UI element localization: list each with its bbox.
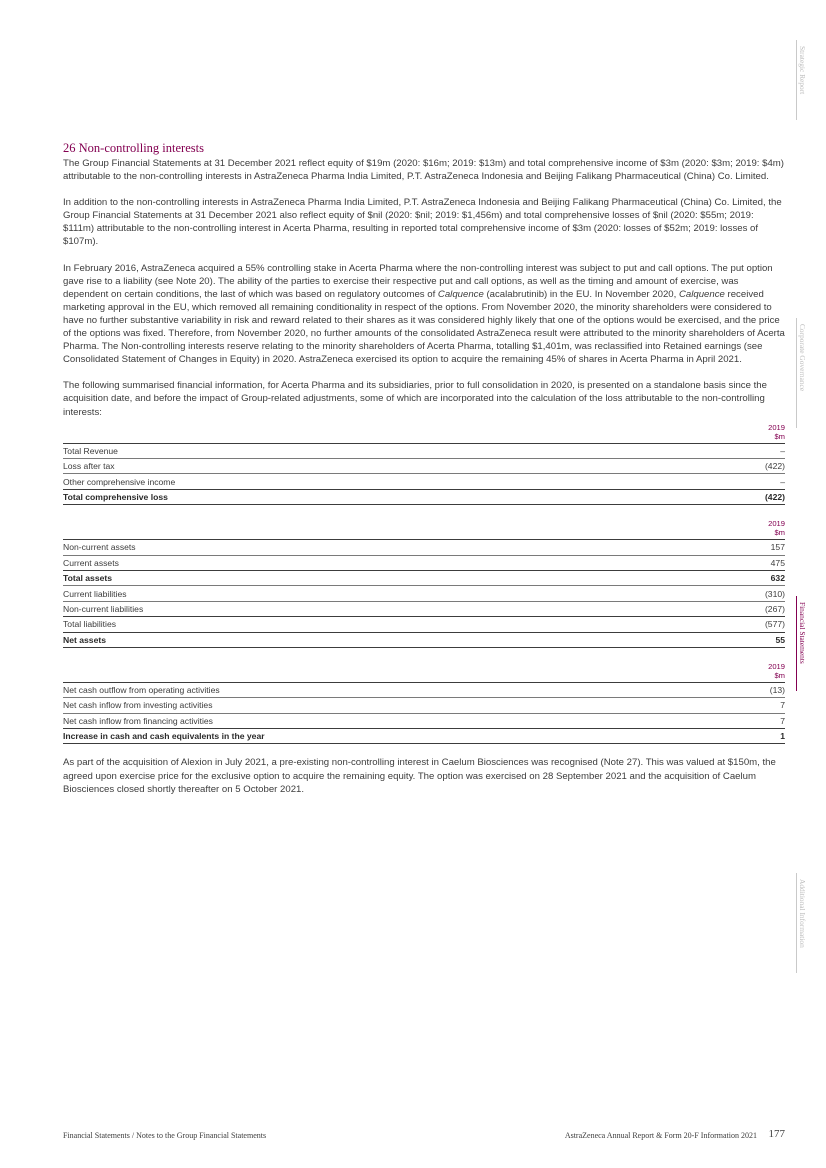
table-row (63, 444, 785, 459)
row-value: 7 (780, 700, 785, 711)
page-number: 177 (768, 1128, 785, 1140)
row-value: (13) (769, 685, 785, 696)
paragraph-acerta-equity: In addition to the non-controlling interests in AstraZeneca Pharma India Limited, P.T. AstraZeneca Indonesia and Beijing Falikang Pharmaceutical (China) Co. Limited, the Group Financial Statements at 31 December 2021 also reflect equity of $nil (2020: $nil; 2019: $1,456m) and total comprehensive losses of $nil (2020: $55m; 2019: $111m) attributable to the non-controlling interest in Acerta Pharma, resulting in reported total comprehensive income of $3m (2020: losses of $52m; 2019: losses of $107m). (63, 197, 782, 248)
cashflow-table (63, 662, 785, 745)
row-label: Net cash outflow from operating activities (63, 685, 220, 696)
drug-name: Calquence (678, 288, 725, 300)
table-row (63, 698, 785, 713)
row-label: Net cash inflow from investing activities (63, 700, 213, 711)
unit-header: $m (774, 431, 785, 441)
table-header (63, 662, 785, 683)
table-row-total (63, 633, 785, 648)
row-value: (267) (764, 603, 785, 614)
year-header: 2019 (768, 422, 785, 432)
row-label: Increase in cash and cash equivalents in the year (63, 731, 265, 742)
table-row (63, 714, 785, 729)
row-value: 7 (780, 715, 785, 726)
table-row (63, 586, 785, 601)
row-label: Net assets (63, 634, 106, 645)
side-tab-additional-information[interactable] (796, 873, 826, 973)
row-value: – (780, 476, 785, 487)
table-row (63, 474, 785, 489)
row-value: (310) (764, 588, 785, 599)
row-label: Net cash inflow from financing activities (63, 715, 213, 726)
income-table (63, 423, 785, 506)
row-label: Other comprehensive income (63, 476, 176, 487)
footer-report-title: AstraZeneca Annual Report & Form 20-F Information 2021 (564, 1131, 757, 1140)
row-label: Current assets (63, 557, 119, 568)
side-tab-financial-statements[interactable] (796, 596, 826, 691)
row-value: 157 (770, 542, 785, 553)
row-label: Total assets (63, 573, 113, 584)
table-row (63, 556, 785, 571)
row-value: (422) (764, 461, 785, 472)
paragraph-caelum: As part of the acquisition of Alexion in July 2021, a pre-existing non-controlling interest in Caelum Biosciences was recognised (Note 27). This was valued at $150m, the agreed upon exercise price for the exclusive option to acquire the remaining equity. The option was exercised on 28 September 2021 and the acquisition of Caelum Biosciences closed shortly thereafter on 5 October 2021. (63, 757, 776, 795)
table-header (63, 423, 785, 444)
year-header: 2019 (768, 519, 785, 529)
paragraph-text: received marketing approval in the EU, which removed all remaining conditionality in respect of the options. From November 2020, the minority shareholders were considered to have no further substantive variability in risk and reward related to their shares as it was considered highly likely that one of the options would be exercised, and the price of the options was fixed. Therefore, from November 2020, no further amounts of the consolidated AstraZeneca result were attributed to the minority shareholders of Acerta Pharma. The Non-controlling interests reserve relating to the minority shareholders of Acerta Pharma, totalling $1,401m, was reclassified into Retained earnings (see Consolidated Statement of Changes in Equity) in 2020. AstraZeneca exercised its option to acquire the remaining 45% of shares in Acerta Pharma in April 2021. (63, 288, 785, 366)
side-tab-label: Corporate Governance (798, 324, 807, 392)
row-value: 475 (770, 557, 785, 568)
paragraph-acerta-acquisition (63, 262, 785, 367)
row-value: 55 (775, 634, 785, 645)
paragraph-summary-intro: The following summarised financial information, for Acerta Pharma and its subsidiaries, prior to full consolidation in 2020, is presented on a standalone basis since the acquisition date, and before the impact of Group-related adjustments, some of which are incorporated into the calculation of the loss attributable to the non-controlling interests: (63, 380, 767, 418)
unit-header: $m (774, 670, 785, 680)
paragraph-text: In February 2016, AstraZeneca acquired a 55% controlling stake in Acerta Pharma where the non-controlling interest was subject to put and call options. The put option gave rise to a liability (see Note 20). The ability of the parties to exercise their respective put and call options, as well as the timing and amount of exercise, was dependent on certain conditions, the last of which was based on regulatory outcomes of (63, 262, 773, 300)
page-footer (63, 1128, 785, 1142)
side-tab-label: Strategic Report (798, 46, 807, 95)
row-label: Loss after tax (63, 461, 115, 472)
side-tab-label: Financial Statements (798, 602, 807, 664)
table-row-total (63, 729, 785, 744)
row-value: 632 (770, 573, 785, 584)
row-label: Non-current assets (63, 542, 136, 553)
side-tab-label: Additional Information (798, 879, 807, 948)
table-header (63, 519, 785, 540)
row-label: Current liabilities (63, 588, 127, 599)
section-title: 26 Non-controlling interests (63, 141, 204, 155)
table-row (63, 540, 785, 555)
paragraph-equity: The Group Financial Statements at 31 December 2021 reflect equity of $19m (2020: $16m; 2019: $13m) and total comprehensive income of $3m (2020: $3m; 2019: $4m) attributable to the non-controlling interests in AstraZeneca Pharma India Limited, P.T. AstraZeneca Indonesia and Beijing Falikang Pharmaceutical (China) Co. Limited. (63, 158, 784, 183)
table-row (63, 602, 785, 617)
side-tab-corporate-governance[interactable] (796, 318, 826, 428)
table-row (63, 683, 785, 698)
table-row-total (63, 571, 785, 586)
year-header: 2019 (768, 661, 785, 671)
main-content (63, 141, 785, 809)
row-value: (422) (764, 491, 785, 502)
unit-header: $m (774, 528, 785, 538)
table-row (63, 617, 785, 632)
row-value: – (780, 445, 785, 456)
row-label: Total comprehensive loss (63, 491, 168, 502)
side-tab-strategic-report[interactable] (796, 40, 826, 120)
balance-table (63, 519, 785, 648)
footer-breadcrumb: Financial Statements / Notes to the Group Financial Statements (63, 1131, 267, 1140)
row-value: (577) (764, 619, 785, 630)
drug-name: Calquence (437, 288, 484, 300)
row-label: Total Revenue (63, 445, 118, 456)
row-label: Non-current liabilities (63, 603, 144, 614)
row-label: Total liabilities (63, 619, 117, 630)
table-row-total (63, 490, 785, 505)
paragraph-text: (acalabrutinib) in the EU. In November 2020, (483, 288, 679, 300)
table-row (63, 459, 785, 474)
row-value: 1 (780, 731, 785, 742)
